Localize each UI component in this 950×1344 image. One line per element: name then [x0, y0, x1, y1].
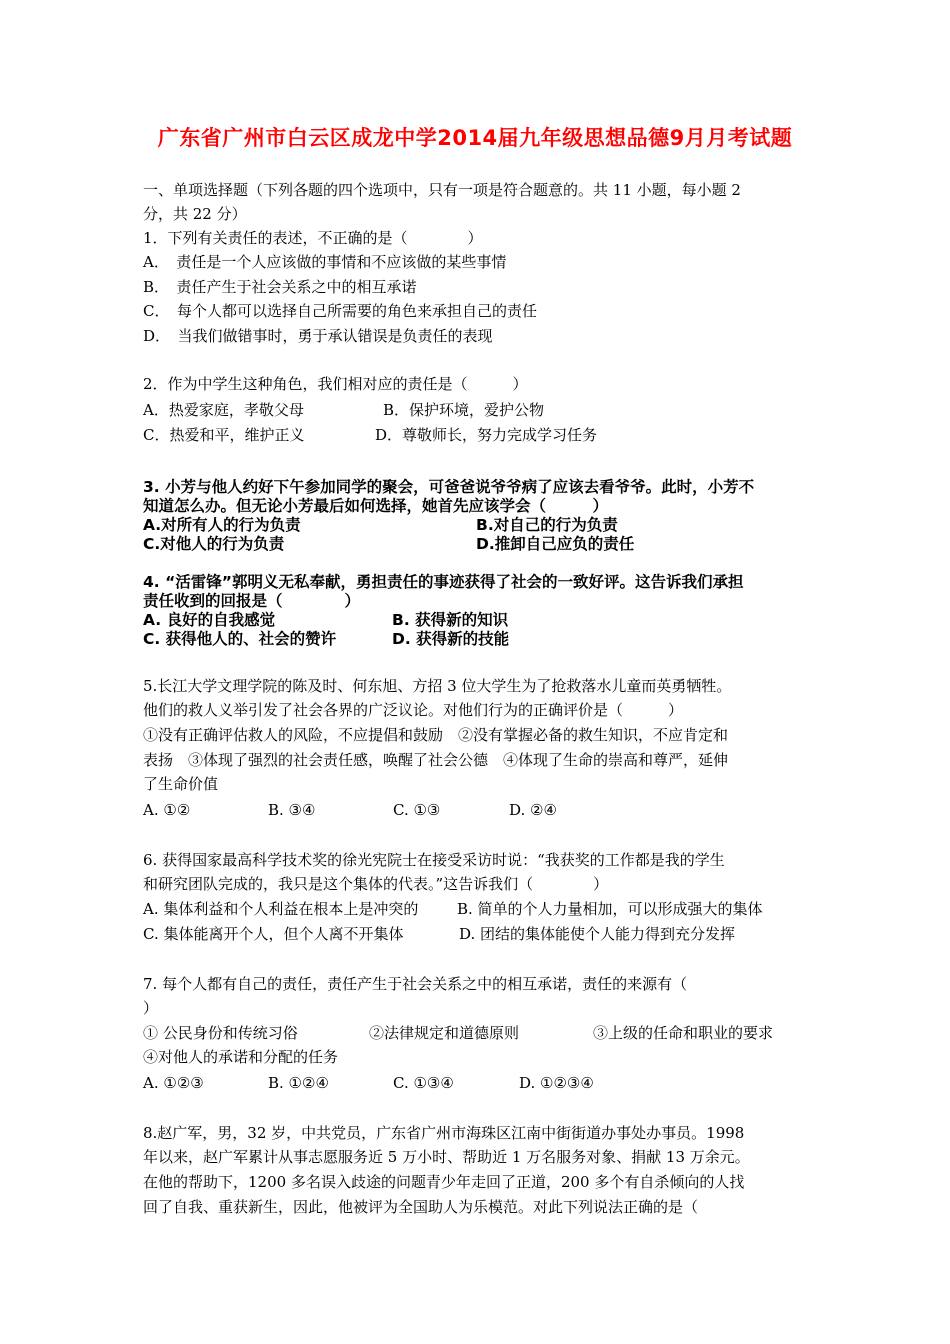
- question-4-stem: 4. “活雷锋”郭明义无私奉献，勇担责任的事迹获得了社会的一致好评。这告诉我们承担: [143, 573, 744, 591]
- question-6-stem: 6. 获得国家最高科学技术奖的徐光宪院士在接受采访时说：“我获奖的工作都是我的学生: [143, 851, 725, 869]
- question-5-option-a: A. ①②: [143, 801, 191, 819]
- question-4-stem: 责任收到的回报是（ ）: [143, 592, 361, 610]
- question-6-option-c: C. 集体能离开个人，但个人离不开集体: [143, 925, 404, 943]
- question-6-option-b: B. 简单的个人力量相加，可以形成强大的集体: [457, 900, 763, 918]
- question-4-option-b: B. 获得新的知识: [392, 611, 509, 629]
- question-1-option-d: D． 当我们做错事时，勇于承认错误是负责任的表现: [143, 327, 493, 345]
- question-5-option-b: B. ③④: [268, 801, 316, 819]
- question-8-stem: 8.赵广军，男，32 岁，中共党员，广东省广州市海珠区江南中街街道办事处办事员。1998: [143, 1124, 745, 1142]
- question-3-option-a: A.对所有人的行为负责: [143, 516, 301, 534]
- question-2-option-d: D．尊敬师长，努力完成学习任务: [375, 426, 598, 444]
- question-7-stem: ）: [143, 999, 159, 1017]
- question-3-stem: 3. 小芳与他人约好下午参加同学的聚会，可爸爸说爷爷病了应该去看爷爷。此时，小芳不: [143, 478, 755, 496]
- question-7-source-3: ③上级的任命和职业的要求: [593, 1024, 774, 1042]
- question-5-statements: ①没有正确评估救人的风险，不应提倡和鼓励 ②没有掌握必备的救生知识，不应肯定和: [143, 726, 729, 744]
- question-6-option-a: A. 集体利益和个人利益在根本上是冲突的: [143, 900, 419, 918]
- question-5-stem: 他们的救人义举引发了社会各界的广泛议论。对他们行为的正确评价是（ ）: [143, 701, 684, 719]
- question-1-stem: 1．下列有关责任的表述，不正确的是（ ）: [143, 229, 483, 247]
- question-1-option-c: C． 每个人都可以选择自己所需要的角色来承担自己的责任: [143, 302, 537, 320]
- question-7-source-1: ① 公民身份和传统习俗: [143, 1024, 298, 1042]
- question-7-option-b: B. ①②④: [268, 1074, 329, 1092]
- section-intro-line: 分，共 22 分）: [143, 205, 247, 223]
- question-7-source-2: ②法律规定和道德原则: [369, 1024, 520, 1042]
- question-7-option-c: C. ①③④: [393, 1074, 454, 1092]
- question-4-option-d: D. 获得新的技能: [392, 630, 510, 648]
- question-8-stem: 在他的帮助下，1200 多名误入歧途的问题青少年走回了正道，200 多个有自杀倾向的人找: [143, 1173, 745, 1191]
- question-2-option-b: B．保护环境，爱护公物: [383, 401, 545, 419]
- question-2-stem: 2．作为中学生这种角色，我们相对应的责任是（ ）: [143, 375, 528, 393]
- question-1-option-a: A． 责任是一个人应该做的事情和不应该做的某些事情: [143, 253, 507, 271]
- question-5-stem: 5.长江大学文理学院的陈及时、何东旭、方招 3 位大学生为了抢救落水儿童而英勇牺牲。: [143, 677, 732, 695]
- question-6-stem: 和研究团队完成的，我只是这个集体的代表。”这告诉我们（ ）: [143, 875, 609, 893]
- question-3-option-b: B.对自己的行为负责: [476, 516, 618, 534]
- question-5-statements: 了生命价值: [143, 775, 219, 793]
- section-intro-line: 一、单项选择题（下列各题的四个选项中，只有一项是符合题意的。共 11 小题，每小题 2: [143, 181, 741, 199]
- question-5-statements: 表扬 ③体现了强烈的社会责任感，唤醒了社会公德 ④体现了生命的崇高和尊严，延伸: [143, 751, 729, 769]
- question-2-option-a: A．热爱家庭，孝敬父母: [143, 401, 304, 419]
- question-6-option-d: D. 团结的集体能使个人能力得到充分发挥: [459, 925, 736, 943]
- question-7-option-d: D. ①②③④: [519, 1074, 594, 1092]
- question-1-option-b: B． 责任产生于社会关系之中的相互承诺: [143, 278, 417, 296]
- question-3-option-c: C.对他人的行为负责: [143, 535, 285, 553]
- question-3-stem: 知道怎么办。但无论小芳最后如何选择，她首先应该学会（ ）: [143, 497, 609, 515]
- question-2-option-c: C．热爱和平，维护正义: [143, 426, 305, 444]
- question-7-option-a: A. ①②③: [143, 1074, 204, 1092]
- question-4-option-a: A. 良好的自我感觉: [143, 611, 276, 629]
- question-8-stem: 回了自我、重获新生，因此，他被评为全国助人为乐模范。对此下列说法正确的是（: [143, 1198, 699, 1216]
- question-7-stem: 7. 每个人都有自己的责任，责任产生于社会关系之中的相互承诺，责任的来源有（: [143, 975, 688, 993]
- question-5-option-c: C. ①③: [393, 801, 441, 819]
- question-8-stem: 年以来，赵广军累计从事志愿服务近 5 万小时、帮助近 1 万名服务对象、捐献 13 万余元。: [143, 1148, 750, 1166]
- question-5-option-d: D. ②④: [509, 801, 557, 819]
- page-title: 广东省广州市白云区成龙中学2014届九年级思想品德9月月考试题: [157, 126, 793, 150]
- question-7-source-4: ④对他人的承诺和分配的任务: [143, 1048, 339, 1066]
- question-4-option-c: C. 获得他人的、社会的赞许: [143, 630, 337, 648]
- question-3-option-d: D.推卸自己应负的责任: [476, 535, 635, 553]
